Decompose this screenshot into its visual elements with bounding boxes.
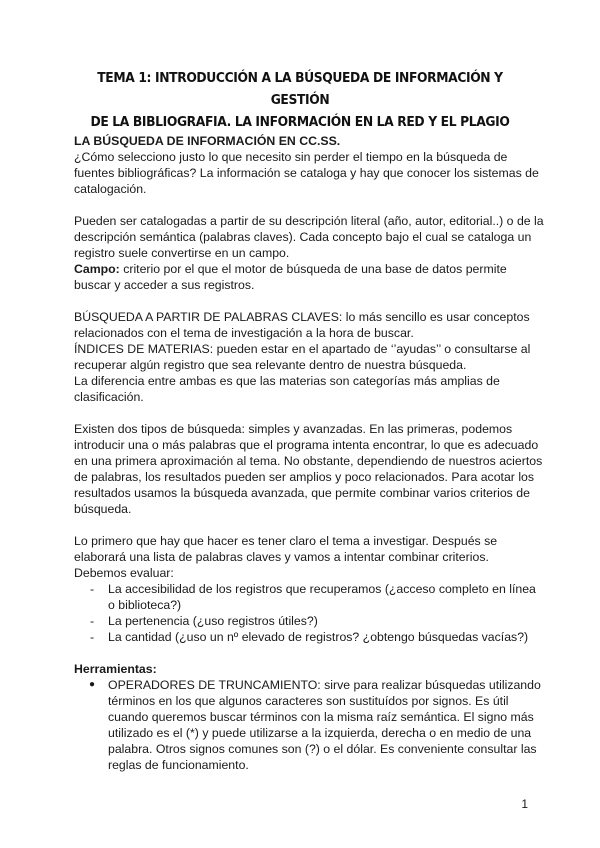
list-item: - La cantidad (¿uso un nº elevado de registros? ¿obtengo búsquedas vacías?)	[90, 630, 529, 644]
paragraph-search-types: Existen dos tipos de búsqueda: simples y avanzadas. En las primeras, podemos introducir una o más palabras que el programa intenta encontrar, lo que es adecuado en una primera aproximación al tema. No obstante, dependiendo de nuestros aciertos de palabras, los resultados pueden ser amplios y poco relacionados. Para acotar los resultados usamos la búsqueda avanzada, que permite combinar varios criterios de búsqueda.	[74, 422, 543, 516]
document-title	[79, 68, 521, 134]
tools-heading: Herramientas:	[74, 662, 157, 676]
title-line-1: TEMA 1: INTRODUCCIÓN A LA BÚSQUEDA DE INFORMACIÓN Y GESTIÓN	[97, 71, 503, 108]
dash-marker: -	[90, 582, 95, 596]
section-heading: LA BÚSQUEDA DE INFORMACIÓN EN CC.SS.	[74, 134, 341, 148]
bullet-icon: ●	[89, 679, 96, 690]
campo-definition: criterio por el que el motor de búsqueda de una base de datos permite buscar y acceder a sus registros.	[74, 262, 507, 292]
paragraph-intro: ¿Cómo selecciono justo lo que necesito sin perder el tiempo en la búsqueda de fuentes bibliográficas? La información se cataloga y hay que conocer los sistemas de catalogación.	[74, 150, 539, 196]
page-number: 1	[521, 797, 528, 811]
paragraph-subject-index: ÍNDICES DE MATERIAS: pueden estar en el apartado de ‘’ayudas’’ o consultarse al recuperar algún registro que sea relevante dentro de nuestra búsqueda.	[74, 342, 531, 372]
paragraph-cataloguing: Pueden ser catalogadas a partir de su descripción literal (año, autor, editorial..) o de la descripción semántica (palabras claves). Cada concepto bajo el cual se cataloga un registro suele convertirse en un campo.	[74, 214, 544, 260]
evaluate-list	[74, 581, 544, 645]
paragraph-keywords: BÚSQUEDA A PARTIR DE PALABRAS CLAVES: lo más sencillo es usar conceptos relacionados con el tema de investigación a la hora de buscar.	[74, 310, 530, 340]
tools-list	[74, 677, 544, 773]
paragraph-campo	[74, 261, 544, 293]
paragraph-difference: La diferencia entre ambas es que las materias son categorías más amplias de clasificación.	[74, 374, 500, 404]
dash-marker: -	[90, 630, 95, 644]
title-line-2: DE LA BIBLIOGRAFIA. LA INFORMACIÓN EN LA RED Y EL PLAGIO	[90, 115, 510, 130]
document-body	[74, 133, 544, 773]
list-item: ● OPERADORES DE TRUNCAMIENTO: sirve para realizar búsquedas utilizando términos en los que algunos caracteres son sustituídos por signos. Es útil cuando queremos buscar términos con la misma raíz semántica. El signo más utilizado es el (*) y puede utilizarse a la izquierda, derecha o en medio de una palabra. Otros signos comunes son (?) o el dólar. Es conveniente consultar las reglas de funcionamiento.	[89, 678, 541, 772]
list-item: - La accesibilidad de los registros que recuperamos (¿acceso completo en línea o biblioteca?)	[90, 582, 536, 612]
dash-marker: -	[90, 614, 95, 628]
list-item: - La pertenencia (¿uso registros útiles?)	[90, 614, 318, 628]
paragraph-first-steps: Lo primero que hay que hacer es tener claro el tema a investigar. Después se elaborará una lista de palabras claves y vamos a intentar combinar criterios. Debemos evaluar:	[74, 534, 498, 580]
campo-label: Campo:	[74, 262, 120, 276]
